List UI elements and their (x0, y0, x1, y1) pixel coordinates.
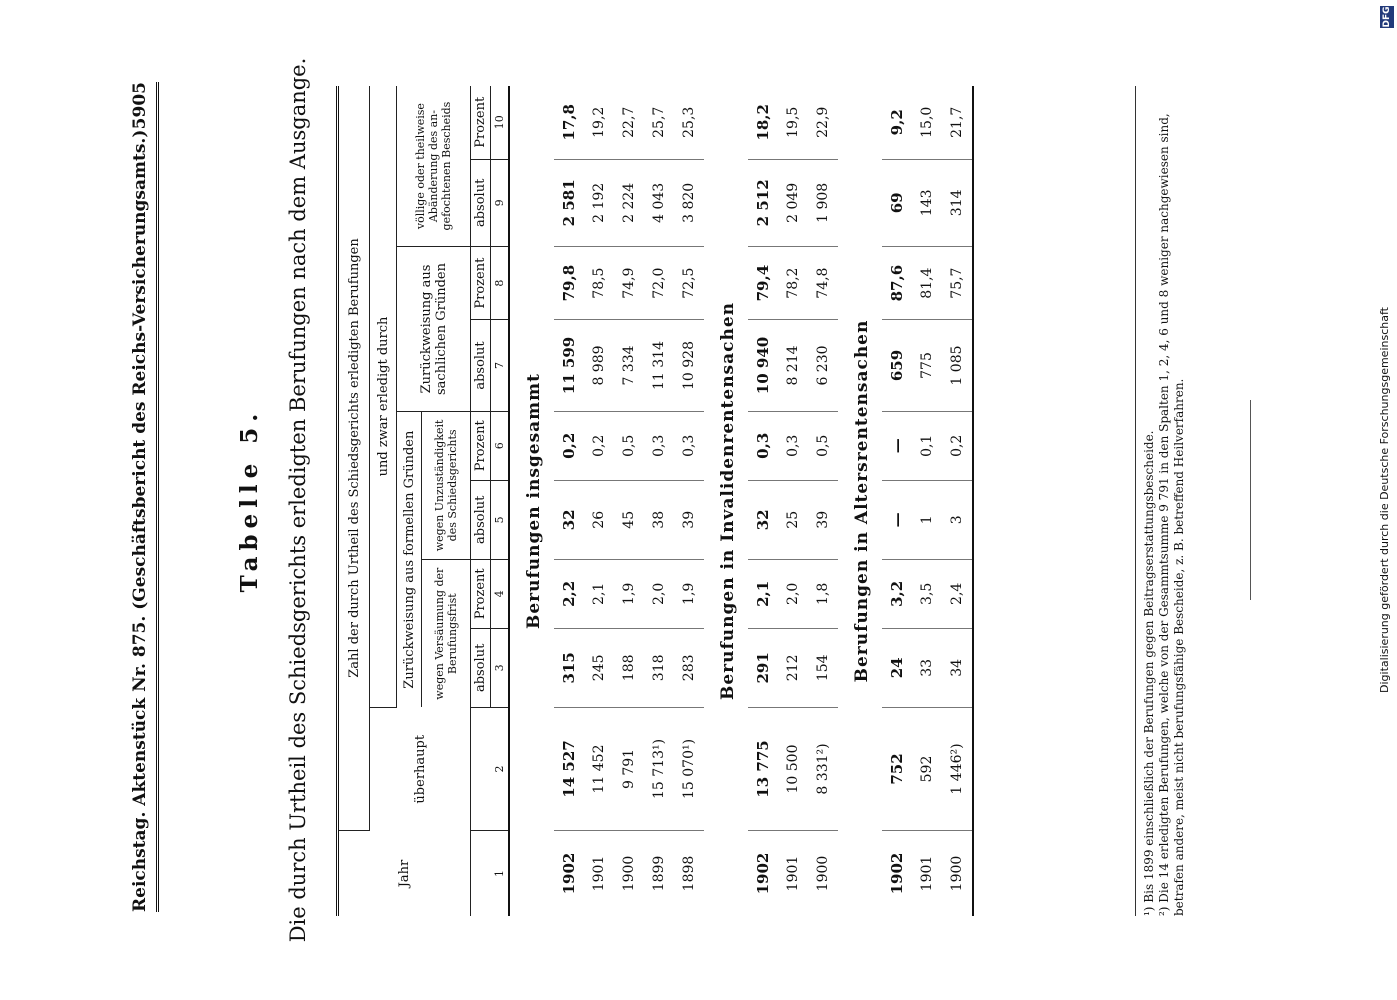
header-versaeumung: wegen Versäumung der Berufungsfrist (422, 559, 471, 707)
table-row (912, 86, 942, 916)
table-row (674, 86, 704, 916)
table-cell: 0,5 (808, 411, 838, 480)
table-cell: 11 314 (644, 320, 674, 412)
table-cell: 0,2 (584, 411, 614, 480)
table-cell: 10 940 (748, 320, 778, 412)
table-cell: 25,3 (674, 86, 704, 159)
table-cell: 1902 (754, 852, 772, 895)
table-cell: 283 (674, 628, 704, 707)
header-prozent: Prozent (471, 247, 491, 320)
table-cell: 32 (748, 480, 778, 559)
table-cell: 1900 (815, 855, 831, 892)
table-cell: 22,7 (614, 86, 644, 159)
section-header-row (509, 86, 554, 916)
section-title: Berufungen in Invalidenrentensachen (718, 301, 738, 701)
table-cell: 2,1 (748, 559, 778, 628)
column-number: 3 (491, 628, 510, 707)
table-cell: 752 (882, 707, 912, 830)
section-header-row (704, 86, 748, 916)
table-cell: 2 581 (554, 159, 584, 247)
table-cell: 1902 (888, 852, 906, 895)
column-number: 10 (491, 86, 510, 159)
table-cell: 1901 (591, 855, 607, 892)
table-row (614, 86, 644, 916)
table-cell: 1898 (681, 855, 697, 892)
table-cell: 8 989 (584, 320, 614, 412)
table-cell: 72,5 (674, 247, 704, 320)
table-cell: 19,2 (584, 86, 614, 159)
digitization-credit: Digitalisierung gefördert durch die Deutsche Forschungsgemeinschaft (1378, 307, 1391, 693)
divider (1250, 400, 1251, 600)
table-cell: 38 (644, 480, 674, 559)
table-cell: 0,3 (674, 411, 704, 480)
table-cell: — (882, 480, 912, 559)
header-absolut: absolut (471, 320, 491, 412)
table-cell: 3 (942, 480, 973, 559)
footnote-2: ²) Die 14 erledigten Berufungen, welche von der Gesammtsumme 9 791 in den Spalten 1, 2, 4, 6 und 8 weniger nachgewiesen sind, betrafen andere, meist nicht berufungsfähige Bescheide, z. B. betreffend Heilverfahren. (1157, 113, 1186, 916)
table-cell: 78,2 (778, 247, 808, 320)
table-cell: 10 500 (778, 707, 808, 830)
column-number: 8 (491, 247, 510, 320)
column-number: 2 (491, 707, 510, 830)
column-number: 6 (491, 411, 510, 480)
header-jahr: Jahr (338, 831, 471, 917)
table-cell: 1901 (919, 855, 935, 892)
table-row (882, 86, 912, 916)
table-cell: 18,2 (748, 86, 778, 159)
table-subtitle: Die durch Urtheil des Schiedsgerichts erledigten Berufungen nach dem Ausgange. (286, 57, 310, 943)
header-prozent: Prozent (471, 86, 491, 159)
table-cell: 0,3 (778, 411, 808, 480)
section-title: Berufungen insgesammt (524, 372, 544, 630)
header-left: Reichstag. Aktenstück Nr. 875. (Geschäftsbericht des Reichs-Versicherungsamts.) (130, 129, 150, 912)
table-cell: 2,1 (584, 559, 614, 628)
header-prozent: Prozent (471, 411, 491, 480)
table-cell: 24 (882, 628, 912, 707)
page-number: 5905 (130, 82, 150, 130)
column-number: 5 (491, 480, 510, 559)
table-cell: 15,0 (912, 86, 942, 159)
table-cell: 39 (808, 480, 838, 559)
header-ueberhaupt: überhaupt (370, 707, 471, 830)
header-abaenderung: völlige oder theilweise Abänderung des an-gefochtenen Bescheids (397, 86, 471, 247)
table-cell: 188 (614, 628, 644, 707)
table-title: Tabelle 5. (236, 407, 263, 593)
table-cell: 34 (942, 628, 973, 707)
table-cell: 154 (808, 628, 838, 707)
table-cell: 1900 (949, 855, 965, 892)
table-cell: 4 043 (644, 159, 674, 247)
table-cell: 15 070¹) (674, 707, 704, 830)
table-cell: 318 (644, 628, 674, 707)
table-row (778, 86, 808, 916)
table-cell: 1900 (621, 855, 637, 892)
table-cell: 659 (882, 320, 912, 412)
table-cell: 0,2 (942, 411, 973, 480)
header-blank-2 (471, 707, 491, 830)
table-cell: 8 331²) (808, 707, 838, 830)
table-cell: 592 (912, 707, 942, 830)
table-cell: 81,4 (912, 247, 942, 320)
table-cell: 10 928 (674, 320, 704, 412)
table-cell: 315 (554, 628, 584, 707)
table-cell: 14 527 (554, 707, 584, 830)
table-cell: 1,9 (614, 559, 644, 628)
table-row (554, 86, 584, 916)
table-cell: 1,9 (674, 559, 704, 628)
table-cell: 0,2 (554, 411, 584, 480)
table-row (584, 86, 614, 916)
table-cell: 72,0 (644, 247, 674, 320)
table-cell: 9,2 (882, 86, 912, 159)
table-cell: 79,8 (554, 247, 584, 320)
table-cell: 33 (912, 628, 942, 707)
table-cell: 39 (674, 480, 704, 559)
footnotes (1135, 86, 1187, 916)
header-absolut: absolut (471, 159, 491, 247)
table-cell: 2 049 (778, 159, 808, 247)
table-cell: — (882, 411, 912, 480)
table-body (509, 86, 973, 916)
header-formell: Zurückweisung aus formellen Gründen (397, 411, 422, 707)
table-cell: 1899 (651, 855, 667, 892)
table-cell: 3,5 (912, 559, 942, 628)
table-cell: 2,0 (644, 559, 674, 628)
section-header-row (838, 86, 882, 916)
table-cell: 9 791 (614, 707, 644, 830)
footnote-1: ¹) Bis 1899 einschließlich der Berufungen gegen Beitragserstattungsbescheide. (1142, 430, 1156, 916)
dfg-logo: DFG (1382, 6, 1392, 28)
table-cell: 13 775 (748, 707, 778, 830)
table-cell: 1901 (785, 855, 801, 892)
header-blank-1 (471, 831, 491, 917)
header-sachlich: Zurückweisung aus sachlichen Gründen (397, 247, 471, 412)
table-cell: 25 (778, 480, 808, 559)
table-cell: 1,8 (808, 559, 838, 628)
table-cell: 25,7 (644, 86, 674, 159)
table-cell: 74,9 (614, 247, 644, 320)
table-cell: 3 820 (674, 159, 704, 247)
table-cell: 2,0 (778, 559, 808, 628)
table-cell: 6 230 (808, 320, 838, 412)
table-cell: 0,3 (748, 411, 778, 480)
column-number: 4 (491, 559, 510, 628)
table-row (942, 86, 973, 916)
column-number: 9 (491, 159, 510, 247)
table-cell: 69 (882, 159, 912, 247)
table-cell: 1 (912, 480, 942, 559)
table-cell: 22,9 (808, 86, 838, 159)
table-cell: 87,6 (882, 247, 912, 320)
table-cell: 0,3 (644, 411, 674, 480)
table-cell: 21,7 (942, 86, 973, 159)
table-cell: 8 214 (778, 320, 808, 412)
table-cell: 11 599 (554, 320, 584, 412)
table-cell: 1 446²) (942, 707, 973, 830)
table-row (748, 86, 778, 916)
table-cell: 19,5 (778, 86, 808, 159)
table-cell: 75,7 (942, 247, 973, 320)
table-cell: 79,4 (748, 247, 778, 320)
table-cell: 26 (584, 480, 614, 559)
table-cell: 7 334 (614, 320, 644, 412)
table-cell: 3,2 (882, 559, 912, 628)
table-cell: 78,5 (584, 247, 614, 320)
table-cell: 291 (748, 628, 778, 707)
header-absolut: absolut (471, 480, 491, 559)
table-cell: 15 713¹) (644, 707, 674, 830)
page-header (122, 82, 159, 912)
header-absolut: absolut (471, 628, 491, 707)
table-cell: 74,8 (808, 247, 838, 320)
table-cell: 2,4 (942, 559, 973, 628)
table-row (644, 86, 674, 916)
table-cell: 212 (778, 628, 808, 707)
table-cell: 2 224 (614, 159, 644, 247)
table-cell: 775 (912, 320, 942, 412)
table-cell: 0,5 (614, 411, 644, 480)
column-number: 7 (491, 320, 510, 412)
table-cell: 1 085 (942, 320, 973, 412)
section-title: Berufungen in Altersrentensachen (852, 319, 872, 683)
column-number: 1 (491, 831, 510, 917)
table-cell: 245 (584, 628, 614, 707)
table-cell: 45 (614, 480, 644, 559)
statistics-table (336, 86, 974, 916)
table-cell: 1 908 (808, 159, 838, 247)
table-cell: 0,1 (912, 411, 942, 480)
table-row (808, 86, 838, 916)
table-cell: 2 512 (748, 159, 778, 247)
table-cell: 17,8 (554, 86, 584, 159)
table-cell: 1902 (560, 852, 578, 895)
table-cell: 143 (912, 159, 942, 247)
table-cell: 2 192 (584, 159, 614, 247)
header-zahl: Zahl der durch Urtheil des Schiedsgerichts erledigten Berufungen (338, 86, 370, 831)
table-cell: 11 452 (584, 707, 614, 830)
table-cell: 32 (554, 480, 584, 559)
table-cell: 2,2 (554, 559, 584, 628)
header-prozent: Prozent (471, 559, 491, 628)
table-cell: 314 (942, 159, 973, 247)
header-unzustaendig: wegen Unzuständigkeit des Schiedsgerichts (422, 411, 471, 559)
header-und-zwar: und zwar erledigt durch (370, 86, 397, 707)
